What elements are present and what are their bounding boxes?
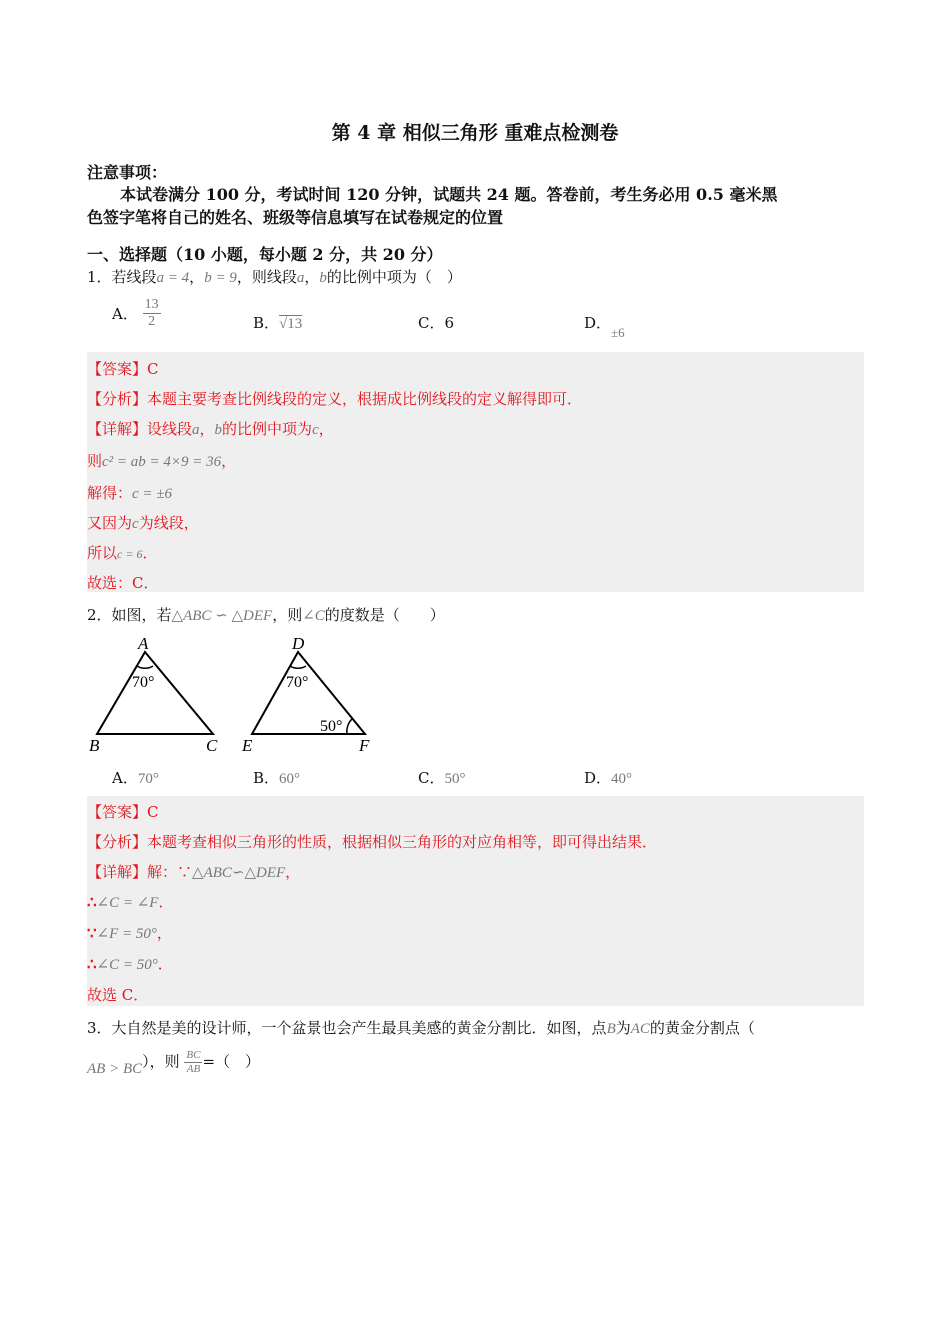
q2-analysis	[87, 831, 657, 852]
triangle-abc	[89, 634, 218, 755]
vertex-label-a: A	[138, 634, 149, 653]
question-2-stem	[87, 604, 445, 625]
detail-math: △ABC∽△DEF	[192, 865, 286, 881]
option-label: B．	[253, 769, 280, 787]
vertex-label-f: F	[359, 736, 370, 755]
q3-math-b: B	[606, 1021, 616, 1037]
q1-text: 的比例中项为（ ）	[326, 268, 462, 286]
step-math: c = 6	[117, 547, 143, 561]
step-math: ∠C = 50°	[96, 957, 158, 973]
detail-text: 解：∵	[147, 863, 193, 881]
answer-value: C	[147, 803, 159, 821]
option-value: 40°	[611, 771, 633, 787]
notice-heading: 注意事项：	[87, 163, 168, 182]
analysis-text: 本题主要考查比例线段的定义，根据成比例线段的定义解得即可．	[147, 390, 583, 408]
q1-step-3	[87, 512, 199, 533]
q2-step-1	[87, 891, 174, 912]
notice-line-1: 本试卷满分 100 分，考试时间 120 分钟，试题共 24 题。答卷前，考生务必用 0.5 毫米黑	[120, 185, 778, 204]
step-text: 又因为	[87, 514, 133, 532]
angle-f-arc	[347, 718, 353, 734]
option-value: √13	[279, 316, 303, 332]
angle-d-label: 70°	[286, 674, 309, 691]
option-value: 70°	[137, 771, 159, 787]
detail-math: c	[312, 422, 319, 438]
q3-math-ac: AC	[630, 1021, 650, 1037]
option-value: 60°	[279, 771, 301, 787]
question-3-stem-line-2	[87, 1050, 260, 1075]
fraction-denominator: AB	[186, 1063, 201, 1075]
fraction-denominator: 2	[148, 314, 156, 329]
q2-option-b	[253, 767, 300, 788]
q1-solution-box	[87, 352, 864, 592]
q1-answer	[87, 358, 159, 379]
option-label: D．	[584, 769, 612, 787]
q1-step-1	[87, 450, 236, 471]
option-value: ±6	[611, 325, 625, 340]
answer-value: C	[147, 360, 159, 378]
notice-line-2: 色签字笔将自己的姓名、班级等信息填写在试卷规定的位置	[87, 208, 504, 227]
q3-text: 的黄金分割点（	[649, 1019, 755, 1037]
q1-math-b9: b = 9	[204, 270, 237, 286]
fraction-numerator: 13	[144, 297, 159, 312]
detail-math: a	[192, 422, 200, 438]
triangle-def	[241, 634, 370, 755]
q1-option-c: C．6	[418, 314, 455, 332]
option-value: 50°	[444, 771, 466, 787]
analysis-text: 本题考查相似三角形的性质，根据相似三角形的对应角相等，即可得出结果．	[147, 833, 658, 851]
q2-option-a	[112, 767, 159, 788]
option-label: B．	[253, 314, 280, 332]
detail-text: 设线段	[147, 420, 193, 438]
q1-math-a4: a = 4	[156, 270, 190, 286]
q2-math-similar: △ABC ∽ △DEF	[171, 608, 273, 624]
vertex-label-c: C	[206, 736, 218, 755]
q3-text: 为	[615, 1019, 631, 1037]
detail-text: ，	[199, 420, 215, 438]
q1-analysis	[87, 388, 582, 409]
answer-tag: 【答案】	[87, 360, 148, 378]
section-heading: 一、选择题（10 小题，每小题 2 分，共 20 分）	[87, 245, 443, 264]
therefore-symbol: ∴	[87, 893, 97, 911]
option-label: A．	[112, 769, 138, 787]
step-text: 为线段，	[138, 514, 199, 532]
step-math: c = ±6	[132, 486, 173, 502]
angle-a-arc	[137, 666, 153, 668]
vertex-label-e: E	[242, 736, 253, 755]
q2-text: ，则	[272, 606, 303, 624]
step-math: c² = ab = 4×9 = 36	[102, 454, 222, 470]
q1-text: ，	[304, 268, 320, 286]
angle-d-arc	[290, 666, 306, 668]
option-label: A．	[112, 305, 138, 323]
q1-option-a-fraction	[143, 298, 161, 329]
detail-tag: 【详解】	[87, 420, 148, 438]
page-title: 第 4 章 相似三角形 重难点检测卷	[331, 122, 619, 144]
q2-triangles-figure	[85, 630, 385, 760]
q3-fraction-bc-ab	[184, 1050, 202, 1075]
answer-tag: 【答案】	[87, 803, 148, 821]
step-text: ．	[142, 544, 158, 562]
step-text: ．	[158, 893, 174, 911]
q1-math-b: b	[319, 270, 327, 286]
q3-text: =（ ）	[202, 1052, 261, 1071]
step-text: ，	[156, 924, 172, 942]
q1-text: ，	[189, 268, 205, 286]
fraction-numerator: BC	[186, 1049, 201, 1061]
q1-detail	[87, 418, 334, 439]
angle-f-label: 50°	[320, 718, 343, 735]
q2-solution-box	[87, 796, 864, 1006]
q2-option-d	[584, 767, 632, 788]
question-1-stem	[87, 266, 462, 287]
vertex-label-b: B	[89, 736, 100, 755]
q2-step-3	[87, 953, 173, 974]
q2-math-angle-c: ∠C	[302, 608, 325, 624]
q1-text: 1．若线段	[87, 268, 157, 286]
option-label: D．	[584, 314, 612, 332]
q2-text: 2．如图，若	[87, 606, 172, 624]
detail-text: 的比例中项为	[222, 420, 313, 438]
analysis-tag: 【分析】	[87, 390, 148, 408]
q2-text: 的度数是（ ）	[324, 606, 445, 624]
q1-math-a: a	[296, 270, 305, 286]
step-math: ∠C = ∠F	[96, 895, 159, 911]
question-3-stem-line-1	[87, 1017, 755, 1038]
step-text: ．	[157, 955, 173, 973]
because-symbol: ∵	[87, 924, 97, 942]
q1-conclusion: 故选：C．	[87, 574, 159, 592]
q1-step-4	[87, 542, 157, 563]
analysis-tag: 【分析】	[87, 833, 148, 851]
q3-math-ab-gt-bc: AB > BC	[87, 1060, 143, 1077]
q1-text: ，则线段	[236, 268, 297, 286]
step-math: c	[132, 516, 139, 532]
option-label: C．	[418, 769, 445, 787]
step-text: 则	[87, 452, 103, 470]
step-math: ∠F = 50°	[96, 926, 157, 942]
therefore-symbol: ∴	[87, 955, 97, 973]
detail-text: ，	[318, 420, 334, 438]
detail-tag: 【详解】	[87, 863, 148, 881]
angle-a-label: 70°	[132, 674, 155, 691]
q1-option-d	[584, 312, 625, 340]
q1-step-2	[87, 482, 172, 503]
q1-option-b	[253, 312, 302, 333]
q2-option-c	[418, 767, 465, 788]
q2-step-2	[87, 922, 172, 943]
q3-text: ），则	[142, 1052, 180, 1071]
q2-detail	[87, 861, 300, 882]
q1-option-a	[112, 298, 161, 329]
vertex-label-d: D	[292, 634, 305, 653]
q3-text: 3．大自然是美的设计师，一个盆景也会产生最具美感的黄金分割比．如图，点	[87, 1019, 607, 1037]
step-text: 解得：	[87, 484, 133, 502]
step-text: ，	[221, 452, 237, 470]
detail-math: b	[214, 422, 223, 438]
step-text: 所以	[87, 544, 118, 562]
detail-text: ，	[285, 863, 301, 881]
q2-conclusion: 故选 C．	[87, 986, 149, 1004]
q2-answer	[87, 801, 159, 822]
